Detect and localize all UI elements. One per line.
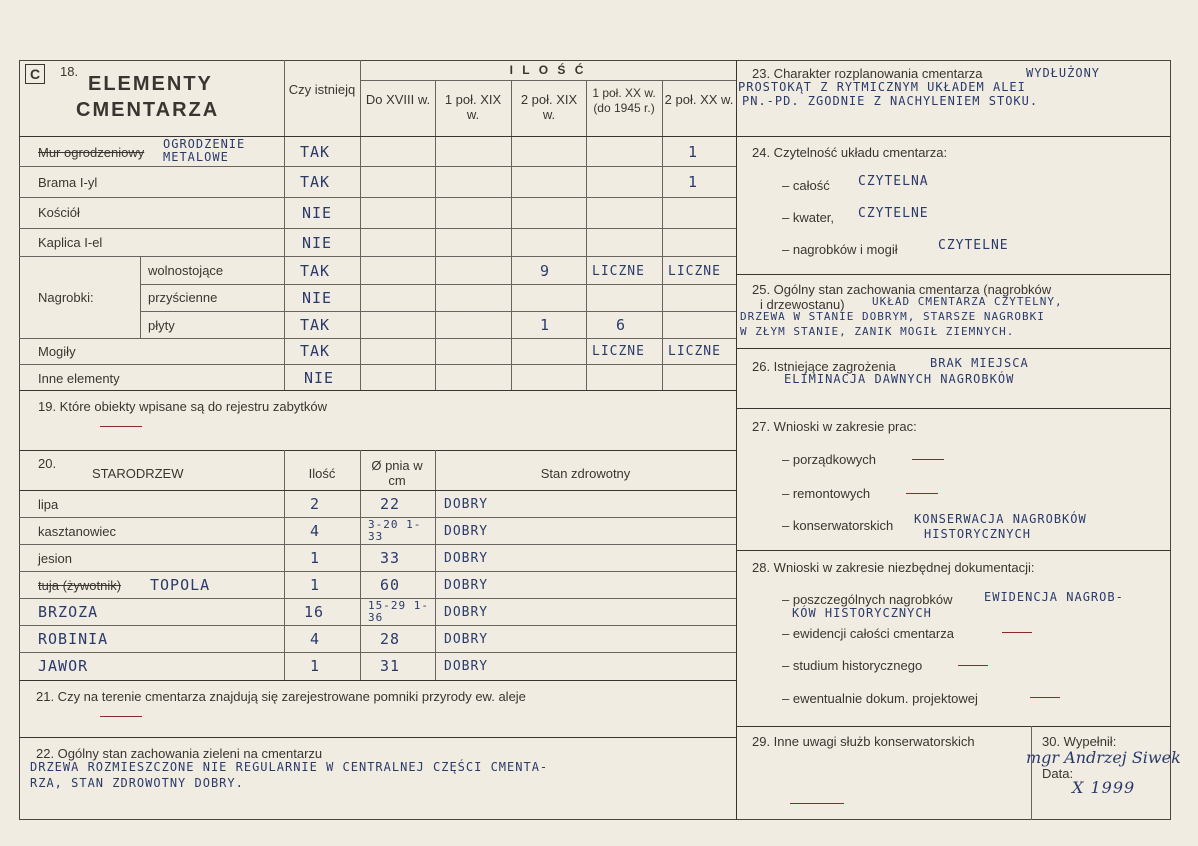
qty-0-4: 1 — [688, 143, 699, 161]
s20-bottom-line — [19, 680, 736, 681]
tree-ilosc-4: 16 — [304, 603, 325, 621]
s20-col-line — [360, 450, 361, 680]
s29-dash — [790, 803, 844, 804]
s28-row-2-label: – studium historycznego — [782, 658, 923, 673]
row-line — [19, 228, 736, 229]
qty-7-4: LICZNE — [668, 344, 721, 359]
s20-col-line — [284, 450, 285, 680]
s27-row-2-value2: HISTORYCZNYCH — [924, 527, 1031, 541]
czy-5: NIE — [302, 289, 333, 307]
s19-bottom-line — [19, 450, 736, 451]
card-frame — [19, 60, 1171, 820]
tree-name-5: ROBINIA — [38, 630, 109, 648]
qty-1-4: 1 — [688, 173, 699, 191]
s30-date-value: X 1999 — [1072, 778, 1136, 797]
s20-row-line — [19, 652, 736, 653]
row-label-mur: Mur ogrodzeniowy — [38, 145, 145, 160]
s18-col-line — [662, 80, 663, 390]
s20-header-line — [19, 490, 736, 491]
s23-bottom-line — [736, 136, 1171, 137]
tree-name-1: kasztanowiec — [38, 524, 117, 539]
s28-row-0-value: EWIDENCJA NAGROB- — [984, 590, 1124, 604]
s18-col-4: 2 poł. XX w. — [664, 92, 734, 107]
tree-stan-2: DOBRY — [444, 551, 489, 566]
s18-title-2: CMENTARZA — [76, 99, 220, 121]
s18-col-3: 1 poł. XX w. (do 1945 r.) — [592, 86, 656, 115]
s29-s30-divider — [1031, 726, 1032, 820]
s28-row-1-label: – ewidencji całości cmentarza — [782, 626, 954, 641]
s18-ilosc: I L O Ś Ć — [509, 63, 587, 77]
s18-col-line — [435, 80, 436, 390]
s28-row-0-value2: KÓW HISTORYCZNYCH — [792, 606, 932, 620]
s28-row-2-dash — [958, 665, 988, 666]
s24-row-0-value: CZYTELNA — [858, 174, 929, 189]
tree-ilosc-3: 1 — [310, 576, 321, 594]
tree-name-0: lipa — [38, 497, 59, 512]
s26-bottom-line — [736, 408, 1171, 409]
s18-col-line — [586, 80, 587, 390]
s18-col-line — [511, 80, 512, 390]
czy-6: TAK — [300, 316, 331, 334]
czy-3: NIE — [302, 234, 333, 252]
qty-6-3: 6 — [616, 316, 627, 334]
row-line — [19, 364, 736, 365]
row-label-przyscienne: przyścienne — [148, 290, 218, 305]
tree-pnia-3: 60 — [380, 576, 401, 594]
czy-8: NIE — [304, 369, 335, 387]
czy-2: NIE — [302, 204, 333, 222]
tree-stan-4: DOBRY — [444, 605, 489, 620]
s25-answer-3: W ZŁYM STANIE, ZANIK MOGIŁ ZIEMNYCH. — [740, 325, 1015, 338]
row-label-kosciol: Kościół — [38, 205, 80, 220]
tree-stan-6: DOBRY — [444, 659, 489, 674]
s28-label: 28. Wnioski w zakresie niezbędnej dokumentacji: — [752, 560, 1035, 575]
s23-answer-1: WYDŁUŻONY — [1026, 66, 1101, 80]
tree-ilosc-0: 2 — [310, 495, 321, 513]
s22-text-1: DRZEWA ROZMIESZCZONE NIE REGULARNIE W CENTRALNEJ CZĘŚCI CMENTA- — [30, 760, 549, 774]
s25-label-2: i drzewostanu) — [760, 297, 845, 312]
tree-ilosc-5: 4 — [310, 630, 321, 648]
s24-row-2-label: – nagrobków i mogił — [782, 242, 898, 257]
s20-col-ilosc: Ilość — [308, 466, 336, 481]
tree-pnia-2: 33 — [380, 549, 401, 567]
tree-pnia-1: 3-20 1-33 — [368, 518, 422, 543]
s21-dash — [100, 716, 142, 717]
s20-row-line — [19, 625, 736, 626]
s25-bottom-line — [736, 348, 1171, 349]
tree-name-3: tuja (żywotnik) — [38, 578, 122, 593]
s18-col-2: 2 poł. XIX w. — [520, 92, 578, 122]
qty-6-2: 1 — [540, 316, 551, 334]
s24-row-2-value: CZYTELNE — [938, 238, 1009, 253]
s26-label: 26. Istniejące zagrożenia — [752, 359, 896, 374]
row-label-mogily: Mogiły — [38, 344, 76, 359]
s19-label: 19. Które obiekty wpisane są do rejestru zabytków — [38, 399, 328, 414]
s22-text-2: RZA, STAN ZDROWOTNY DOBRY. — [30, 776, 244, 790]
tree-ilosc-1: 4 — [310, 522, 321, 540]
row-line — [19, 197, 736, 198]
s23-answer-3: PN.-PD. ZGODNIE Z NACHYLENIEM STOKU. — [742, 94, 1039, 108]
s29-label: 29. Inne uwagi służb konserwatorskich — [752, 734, 975, 749]
s18-title-1: ELEMENTY — [88, 73, 213, 95]
s20-col-pnia: Ø pnia w cm — [371, 458, 423, 488]
s23-answer-2: PROSTOKĄT Z RYTMICZNYM UKŁADEM ALEI — [738, 80, 1026, 94]
s26-answer-1: BRAK MIEJSCA — [930, 356, 1029, 370]
tree-ilosc-2: 1 — [310, 549, 321, 567]
s24-row-1-label: – kwater, — [782, 210, 835, 225]
s24-row-1-value: CZYTELNE — [858, 206, 929, 221]
tree-stan-1: DOBRY — [444, 524, 489, 539]
s30-label: 30. Wypełnił: — [1042, 734, 1117, 749]
s27-row-0-dash — [912, 459, 944, 460]
s25-answer-1: UKŁAD CMENTARZA CZYTELNY, — [872, 295, 1063, 308]
czy-0: TAK — [300, 143, 331, 161]
czy-1: TAK — [300, 173, 331, 191]
row-label-inne: Inne elementy — [38, 371, 120, 386]
tree-pnia-6: 31 — [380, 657, 401, 675]
tree-name-6: JAWOR — [38, 657, 89, 675]
row-line — [140, 311, 736, 312]
qty-4-2: 9 — [540, 262, 551, 280]
czy-7: TAK — [300, 342, 331, 360]
s18-col-line — [284, 60, 285, 390]
row-line — [140, 284, 736, 285]
row-line — [19, 338, 736, 339]
s18-col-1: 1 poł. XIX w. — [444, 92, 502, 122]
s25-label-1: 25. Ogólny stan zachowania cmentarza (nagrobków — [752, 282, 1052, 297]
tree-ilosc-6: 1 — [310, 657, 321, 675]
section-c-badge: C — [25, 64, 45, 84]
s30-signature: mgr Andrzej Siwek — [1026, 748, 1181, 767]
s28-row-1-dash — [1002, 632, 1032, 633]
s20-col-stan: Stan zdrowotny — [540, 466, 631, 481]
center-divider — [736, 60, 737, 820]
s27-row-2-value: KONSERWACJA NAGROBKÓW — [914, 512, 1087, 526]
s28-row-3-dash — [1030, 697, 1060, 698]
s27-row-1-dash — [906, 493, 938, 494]
s20-row-line — [19, 571, 736, 572]
s24-label: 24. Czytelność układu cmentarza: — [752, 145, 948, 160]
s18-col-0: Do XVIII w. — [365, 92, 431, 107]
s24-bottom-line — [736, 274, 1171, 275]
tree-pnia-0: 22 — [380, 495, 401, 513]
row-label-plyty: płyty — [148, 318, 175, 333]
s18-col-line — [360, 60, 361, 390]
s26-answer-2: ELIMINACJA DAWNYCH NAGROBKÓW — [784, 372, 1015, 386]
s24-row-0-label: – całość — [782, 178, 830, 193]
qty-7-3: LICZNE — [592, 344, 645, 359]
s21-bottom-line — [19, 737, 736, 738]
row-line — [19, 256, 736, 257]
s23-label: 23. Charakter rozplanowania cmentarza — [752, 66, 983, 81]
nagrobki-divider — [140, 256, 141, 338]
s20-col-line — [435, 450, 436, 680]
tree-stan-3: DOBRY — [444, 578, 489, 593]
czy-4: TAK — [300, 262, 331, 280]
row-label-wolnostojace: wolnostojące — [148, 263, 224, 278]
s18-number: 18. — [60, 64, 79, 79]
tree-name-4: BRZOZA — [38, 603, 99, 621]
s30-date-label: Data: — [1042, 766, 1074, 781]
tree-pnia-4: 15-29 1-36 — [368, 599, 429, 624]
s20-number: 20. — [38, 456, 57, 471]
row-label-kaplica: Kaplica I-el — [38, 235, 103, 250]
tree-pnia-5: 28 — [380, 630, 401, 648]
s25-answer-2: DRZEWA W STANIE DOBRYM, STARSZE NAGROBKI — [740, 310, 1045, 323]
s21-label: 21. Czy na terenie cmentarza znajdują się zarejestrowane pomniki przyrody ew. aleje — [36, 689, 526, 704]
s18-bottom-line — [19, 390, 736, 391]
s18-col-czy: Czy istniejq — [288, 82, 356, 97]
s19-dash — [100, 426, 142, 427]
row-label-brama: Brama I-yl — [38, 175, 98, 190]
s28-row-3-label: – ewentualnie dokum. projektowej — [782, 691, 978, 706]
s28-bottom-line — [736, 726, 1171, 727]
tree-name-2: jesion — [38, 551, 72, 566]
s27-row-2-label: – konserwatorskich — [782, 518, 894, 533]
s22-label: 22. Ogólny stan zachowania zieleni na cmentarzu — [36, 746, 323, 761]
s27-row-1-label: – remontowych — [782, 486, 871, 501]
row-note-mur: OGRODZENIE METALOWE — [163, 137, 246, 164]
s28-row-0-label: – poszczególnych nagrobków — [782, 592, 953, 607]
s18-ilosc-line — [360, 80, 736, 81]
s27-row-0-label: – porządkowych — [782, 452, 876, 467]
s20-title: STARODRZEW — [92, 466, 184, 481]
tree-stan-5: DOBRY — [444, 632, 489, 647]
s27-bottom-line — [736, 550, 1171, 551]
s27-label: 27. Wnioski w zakresie prac: — [752, 419, 917, 434]
row-line — [19, 166, 736, 167]
qty-4-3: LICZNE — [592, 264, 645, 279]
s18-header-line — [19, 136, 736, 137]
tree-note-3: TOPOLA — [150, 576, 211, 594]
qty-4-4: LICZNE — [668, 264, 721, 279]
s20-row-line — [19, 544, 736, 545]
tree-stan-0: DOBRY — [444, 497, 489, 512]
nagrobki-label: Nagrobki: — [38, 290, 94, 305]
